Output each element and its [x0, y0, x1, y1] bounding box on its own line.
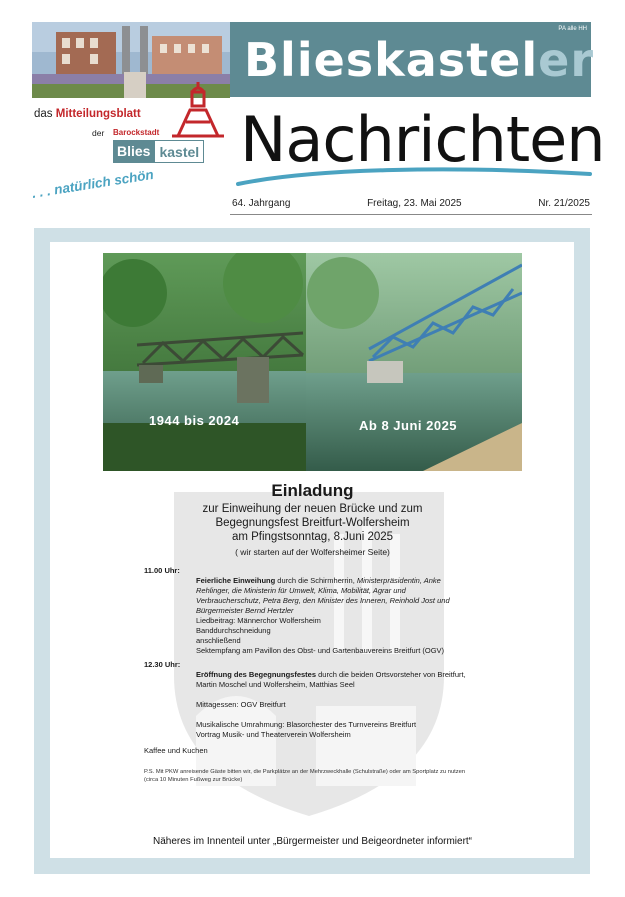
kaffee-line: Kaffee und Kuchen — [144, 746, 208, 755]
program-2-line-2: Mittagessen: OGV Breitfurt — [196, 700, 286, 709]
masthead-title-bar — [230, 22, 595, 97]
masthead-title — [244, 28, 594, 92]
program-1-line-2: Liedbeitrag: Männerchor Wolfersheim — [196, 616, 321, 625]
issue-number: Nr. 21/2025 — [538, 198, 590, 209]
program-1-line-3: Banddurchschneidung — [196, 626, 271, 635]
masthead-subtitle: Nachrichten — [240, 103, 605, 176]
title-part-1: Blieskastel — [244, 33, 539, 87]
masthead-divider — [230, 214, 592, 215]
program-2-bold: Eröffnung des Begegnungsfestes — [196, 670, 317, 679]
castle-logo-icon — [168, 78, 228, 140]
tagline: . . . natürlich schön — [30, 166, 155, 201]
program-1-line-4: anschließend — [196, 636, 241, 645]
der-label: der — [92, 128, 105, 138]
program-1-intro — [196, 576, 468, 616]
jahrgang: 64. Jahrgang — [232, 198, 291, 209]
pa-note: PA alle HH — [558, 26, 587, 32]
program-2-line-4: Vortrag Musik- und Theaterverein Wolfersheim — [196, 730, 351, 739]
right-caption: Ab 8 Juni 2025 — [359, 418, 458, 433]
program-1-line-5: Sektempfang am Pavillon des Obst- und Gartenbauvereins Breitfurt (OGV) — [196, 646, 445, 655]
logo-left: Blies — [113, 140, 154, 163]
title-part-2: er — [538, 33, 595, 87]
footer-note: Näheres im Innenteil unter „Bürgermeister und Beigeordneter informiert“ — [152, 836, 473, 847]
program-2-intro — [196, 670, 468, 690]
program-1-bold: Feierliche Einweihung — [196, 576, 276, 585]
program-time-1: 11.00 Uhr: — [144, 566, 180, 575]
issue-date: Freitag, 23. Mai 2025 — [367, 198, 462, 209]
ps-note: P.S. Mit PKW anreisende Gäste bitten wir, die Parkplätze an der Mehrzweckhalle (Schulstraße) oder am Sportplatz zu nutzen (circa 10 Minuten Fußweg zur Brücke) — [144, 769, 466, 783]
invitation-heading: Einladung — [271, 481, 354, 500]
program-2-a: durch die beiden Ortsvorsteher von Breitfurt, Martin Moschel und Wolfersheim, Matthias Seel — [196, 670, 466, 689]
issue-meta — [230, 198, 592, 209]
program-block-2 — [196, 670, 468, 740]
program-block-1 — [196, 576, 468, 656]
program-1-a: durch die Schirmherrin, — [275, 576, 357, 585]
mitteilungsblatt-label — [34, 108, 141, 120]
barockstadt-label: Barockstadt — [113, 128, 160, 137]
invitation-line-4: ( wir starten auf der Wolfersheimer Seite) — [235, 547, 390, 557]
left-caption: 1944 bis 2024 — [149, 413, 240, 428]
invitation-line-2: Begegnungsfest Breitfurt-Wolfersheim — [215, 517, 410, 529]
program-2-line-3: Musikalische Umrahmung: Blasorchester des Turnvereins Breitfurt — [196, 720, 417, 729]
invitation-line-1: zur Einweihung der neuen Brücke und zum — [202, 503, 423, 515]
blieskastel-logo — [113, 140, 204, 163]
mb-word: Mitteilungsblatt — [55, 108, 141, 120]
swoosh-line — [236, 166, 592, 188]
mb-prefix: das — [34, 108, 53, 120]
program-1-italic: Ministerpräsidentin, Anke Rehlinger, die Ministerin für Umwelt, Klima, Mobilität, Agrar und Verbraucherschutz, Petra Berg, den Minister des Inneren, Reinhold Jost und Bürgermeister Bernd Hertzler — [196, 576, 450, 615]
bridge-comparison-image — [103, 253, 522, 471]
program-time-2: 12.30 Uhr: — [144, 660, 181, 669]
logo-right: kastel — [154, 140, 204, 163]
invitation-line-3: am Pfingstsonntag, 8.Juni 2025 — [231, 531, 394, 543]
